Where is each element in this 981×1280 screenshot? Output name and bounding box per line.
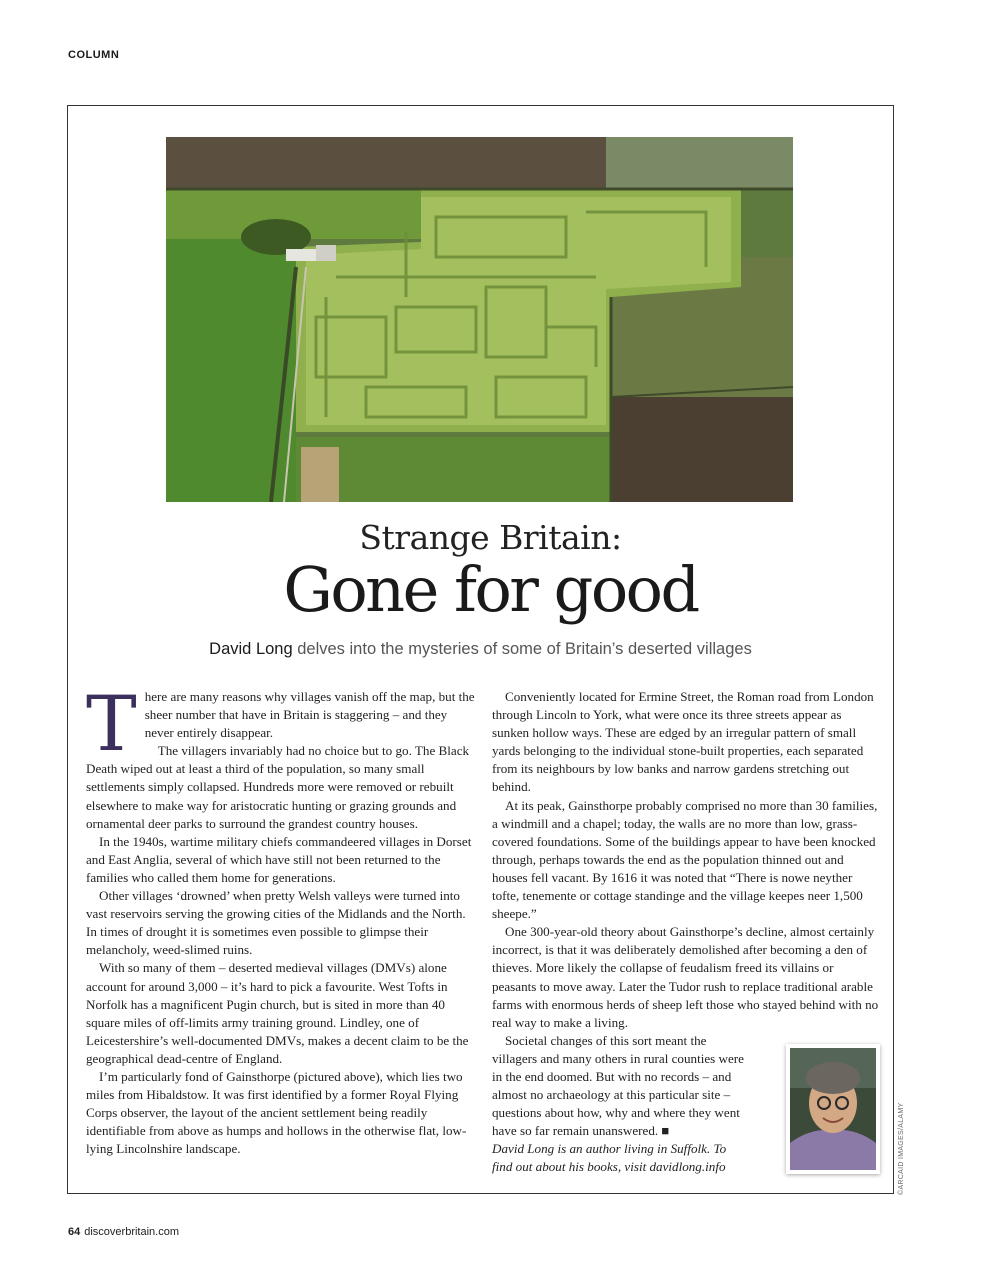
- paragraph: I’m particularly fond of Gainsthorpe (pictured above), which lies two miles from Hibaldstow. It was first identified by a former Royal Flying Corps observer, the layout of the ancient settlement being readily identifiable from above as humps and hollows in the otherwise flat, low-lying Lincolnshire landscape.: [86, 1068, 467, 1157]
- page-footer: [68, 1226, 179, 1238]
- section-label: COLUMN: [68, 49, 120, 61]
- paragraph: here are many reasons why villages vanish off the map, but the sheer number that have in Britain is staggering – and they never entirely disappear.: [144, 689, 475, 741]
- standfirst-author: David Long: [209, 640, 293, 658]
- paragraph: Other villages ‘drowned’ when pretty Welsh valleys were turned into vast reservoirs serving the growing cities of the Midlands and the North. In times of drought it is sometimes even possible to glimpse their melancholy, weed-slimed ruins.: [86, 888, 466, 958]
- author-bio-line: find out about his books, visit davidlong.info: [492, 1159, 726, 1175]
- paragraph: The villagers invariably had no choice but to go. The Black Death wiped out at least a third of the population, so many small settlements simply collapsed. Hundreds more were removed or rebuilt elsewhere to make way for aristocratic hunting or grazing grounds and ornamental deer parks to surround the grandest country houses.: [86, 743, 470, 831]
- footer-site: discoverbritain.com: [84, 1226, 180, 1238]
- closing-line: almost no archaeology at this particular site –: [492, 1087, 731, 1103]
- closing-line: questions about how, why and where they went: [492, 1105, 740, 1121]
- paragraph: One 300-year-old theory about Gainsthorpe’s decline, almost certainly incorrect, is that it was deliberately demolished after becoming a den of thieves. More likely the collapse of feudalism freed its villains or peasants to move away. Later the Tudor rush to replace traditional arable farms with enormous herds of sheep left those who stayed behind with no real way to make a living.: [492, 924, 879, 1030]
- closing-line: have so far remain unanswered. ■: [492, 1123, 670, 1139]
- article-title: Gone for good: [283, 553, 698, 626]
- page-number: 64: [68, 1226, 81, 1238]
- closing-line: villagers and many others in rural counties were: [492, 1050, 744, 1066]
- closing-line: in the end doomed. But with no records – and: [492, 1068, 732, 1084]
- standfirst: [0, 640, 961, 659]
- paragraph: With so many of them – deserted medieval villages (DMVs) alone account for around 3,000 – it’s hard to pick a favourite. West Tofts in Norfolk has a magnificent Pugin church, but is sited in more than 40 square miles of off-limits army training ground. Lindley, one of Leicestershire’s well-documented DMVs, makes a decent claim to be the geographical dead-centre of England.: [86, 960, 469, 1066]
- photo-credit: ©ARCAID IMAGES/ALAMY: [898, 1102, 905, 1195]
- aerial-photo: [166, 137, 793, 502]
- left-column: [86, 679, 476, 1158]
- article-supertitle: Strange Britain:: [359, 518, 622, 557]
- author-bio-line: David Long is an author living in Suffolk. To: [492, 1141, 727, 1157]
- drop-cap: T: [86, 679, 137, 768]
- author-portrait: [786, 1044, 880, 1174]
- closing-line: Societal changes of this sort meant the: [505, 1032, 707, 1048]
- paragraph: Conveniently located for Ermine Street, the Roman road from London through Lincoln to York, what were once its three streets appear as sunken hollow ways. These are edged by an irregular pattern of small yards belonging to the individual stone-built properties, each separated from its neighbours by low banks and narrow gardens stretching out behind.: [492, 689, 874, 795]
- paragraph: In the 1940s, wartime military chiefs commandeered villages in Dorset and East Anglia, several of which have still not been returned to the families who called them home for generations.: [86, 833, 472, 885]
- standfirst-text: delves into the mysteries of some of Britain’s deserted villages: [292, 640, 752, 658]
- paragraph: At its peak, Gainsthorpe probably comprised no more than 30 families, a windmill and a chapel; today, the walls are no more than low, grass-covered foundations. Some of the buildings appear to have been knocked through, perhaps towards the end as the population thinned out and houses fell vacant. By 1616 it was noted that “There is nowe neyther tofte, tenemente or cottage standinge and the village keepes neer 1,500 sheepe.”: [492, 797, 878, 922]
